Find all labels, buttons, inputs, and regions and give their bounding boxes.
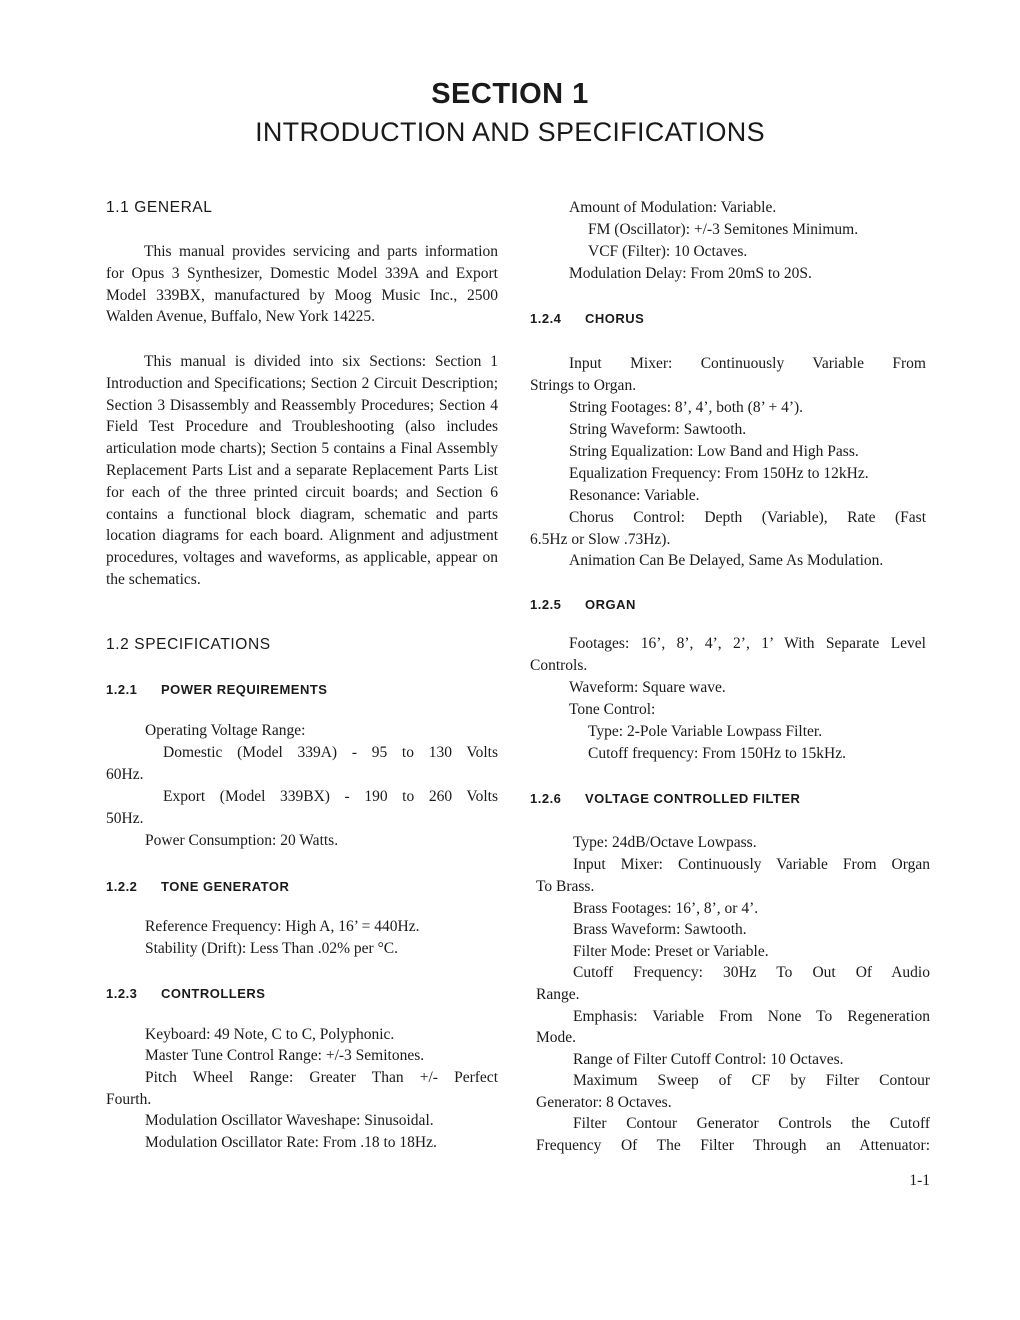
- chorus-control-cont: 6.5Hz or Slow .73Hz).: [530, 531, 671, 548]
- vcf-input-mixer-cont: To Brass.: [536, 878, 595, 895]
- page-number: 1-1: [909, 1172, 930, 1189]
- chorus-input-mixer-cont: Strings to Organ.: [530, 377, 637, 394]
- tone-reference-frequency: Reference Frequency: High A, 16’ = 440Hz.: [145, 918, 420, 935]
- heading-1-2-4: [530, 311, 644, 326]
- vcf-cutoff-frequency: Cutoff Frequency: 30Hz To Out Of Audio: [573, 964, 930, 981]
- heading-1-2-6: [530, 791, 800, 806]
- general-paragraph-2: This manual is divided into six Sections: Section 1 Introduction and Specifications; Section 2 Circuit Description; Section 3 Disassembly and Reassembly Procedures; Section 4 Field Test Procedure and Troubleshooting (also includes articulation mode charts); Section 5 contains a Final Assembly Replacement Parts List and a separate Replacement Parts List for each of the three printed circuit boards; and Section 6 contains a functional block diagram, schematic and parts location diagrams for each board. Alignment and adjustment procedures, voltages and waveforms, as applicable, appear on the schematics.: [106, 353, 498, 588]
- vcf-emphasis: Emphasis: Variable From None To Regeneration: [573, 1008, 930, 1025]
- subsection-title: ORGAN: [585, 597, 636, 612]
- controllers-pitch-wheel-cont: Fourth.: [106, 1091, 152, 1108]
- chorus-eq-frequency: Equalization Frequency: From 150Hz to 12kHz.: [569, 465, 869, 482]
- general-paragraph-1: This manual provides servicing and parts information for Opus 3 Synthesizer, Domestic Model 339A and Export Model 339BX, manufactured by Moog Music Inc., 2500 Walden Avenue, Buffalo, New York 14225.: [106, 243, 498, 326]
- vcf-max-sweep-cont: Generator: 8 Octaves.: [536, 1094, 672, 1111]
- heading-1-2-3: [106, 986, 265, 1001]
- vcf-brass-waveform: Brass Waveform: Sawtooth.: [573, 921, 747, 938]
- chorus-string-eq: String Equalization: Low Band and High Pass.: [569, 443, 859, 460]
- subsection-number: 1.2.5: [530, 597, 562, 612]
- chorus-animation: Animation Can Be Delayed, Same As Modulation.: [569, 552, 884, 569]
- heading-1-2-2: [106, 879, 289, 894]
- section-number-heading: SECTION 1: [431, 78, 589, 110]
- organ-tone-cutoff: Cutoff frequency: From 150Hz to 15kHz.: [588, 745, 846, 762]
- organ-tone-type: Type: 2-Pole Variable Lowpass Filter.: [588, 723, 823, 740]
- power-domestic-hz: 60Hz.: [106, 766, 144, 783]
- subsection-title: CHORUS: [585, 311, 645, 326]
- tone-stability: Stability (Drift): Less Than .02% per °C.: [145, 940, 399, 957]
- vcf-contour-generator-cont: Frequency Of The Filter Through an Attenuator:: [536, 1137, 930, 1154]
- vcf-cutoff-frequency-cont: Range.: [536, 986, 580, 1003]
- heading-1-2-5: [530, 597, 636, 612]
- chorus-string-waveform: String Waveform: Sawtooth.: [569, 421, 747, 438]
- heading-1-2-1: [106, 682, 327, 697]
- heading-1-1-general: 1.1 GENERAL: [106, 199, 213, 216]
- modulation-vcf: VCF (Filter): 10 Octaves.: [588, 243, 748, 260]
- subsection-title: TONE GENERATOR: [161, 879, 290, 894]
- power-export-hz: 50Hz.: [106, 810, 144, 827]
- power-export: Export (Model 339BX) - 190 to 260 Volts: [163, 788, 498, 805]
- controllers-mod-rate: Modulation Oscillator Rate: From .18 to 18Hz.: [145, 1134, 437, 1151]
- power-operating-voltage: Operating Voltage Range:: [145, 722, 306, 739]
- modulation-fm: FM (Oscillator): +/-3 Semitones Minimum.: [588, 221, 859, 238]
- controllers-mod-waveshape: Modulation Oscillator Waveshape: Sinusoidal.: [145, 1112, 434, 1129]
- subsection-number: 1.2.6: [530, 791, 562, 806]
- vcf-type: Type: 24dB/Octave Lowpass.: [573, 834, 757, 851]
- subsection-title: CONTROLLERS: [161, 986, 266, 1001]
- modulation-delay: Modulation Delay: From 20mS to 20S.: [569, 265, 812, 282]
- vcf-input-mixer: Input Mixer: Continuously Variable From Organ: [573, 856, 930, 873]
- vcf-brass-footages: Brass Footages: 16’, 8’, or 4’.: [573, 900, 759, 917]
- organ-footages: Footages: 16’, 8’, 4’, 2’, 1’ With Separate Level: [569, 635, 926, 652]
- heading-1-2-specifications: 1.2 SPECIFICATIONS: [106, 636, 271, 653]
- controllers-master-tune: Master Tune Control Range: +/-3 Semitones.: [145, 1047, 425, 1064]
- vcf-contour-generator: Filter Contour Generator Controls the Cutoff: [573, 1115, 930, 1132]
- subsection-title: POWER REQUIREMENTS: [161, 682, 328, 697]
- modulation-amount: Amount of Modulation: Variable.: [569, 199, 777, 216]
- controllers-pitch-wheel: Pitch Wheel Range: Greater Than +/- Perfect: [145, 1069, 498, 1086]
- organ-waveform: Waveform: Square wave.: [569, 679, 726, 696]
- vcf-cutoff-range: Range of Filter Cutoff Control: 10 Octaves.: [573, 1051, 844, 1068]
- section-title-heading: INTRODUCTION AND SPECIFICATIONS: [255, 117, 765, 147]
- vcf-filter-mode: Filter Mode: Preset or Variable.: [573, 943, 769, 960]
- power-consumption: Power Consumption: 20 Watts.: [145, 832, 339, 849]
- vcf-max-sweep: Maximum Sweep of CF by Filter Contour: [573, 1072, 930, 1089]
- controllers-keyboard: Keyboard: 49 Note, C to C, Polyphonic.: [145, 1026, 395, 1043]
- organ-tone-control: Tone Control:: [569, 701, 656, 718]
- power-domestic: Domestic (Model 339A) - 95 to 130 Volts: [163, 744, 498, 761]
- subsection-number: 1.2.1: [106, 682, 138, 697]
- organ-footages-cont: Controls.: [530, 657, 588, 674]
- subsection-number: 1.2.2: [106, 879, 138, 894]
- subsection-title: VOLTAGE CONTROLLED FILTER: [585, 791, 801, 806]
- subsection-number: 1.2.3: [106, 986, 138, 1001]
- chorus-control: Chorus Control: Depth (Variable), Rate (Fast: [569, 509, 926, 526]
- subsection-number: 1.2.4: [530, 311, 562, 326]
- chorus-input-mixer: Input Mixer: Continuously Variable From: [569, 355, 926, 372]
- chorus-string-footages: String Footages: 8’, 4’, both (8’ + 4’).: [569, 399, 804, 416]
- vcf-emphasis-cont: Mode.: [536, 1029, 577, 1046]
- chorus-resonance: Resonance: Variable.: [569, 487, 700, 504]
